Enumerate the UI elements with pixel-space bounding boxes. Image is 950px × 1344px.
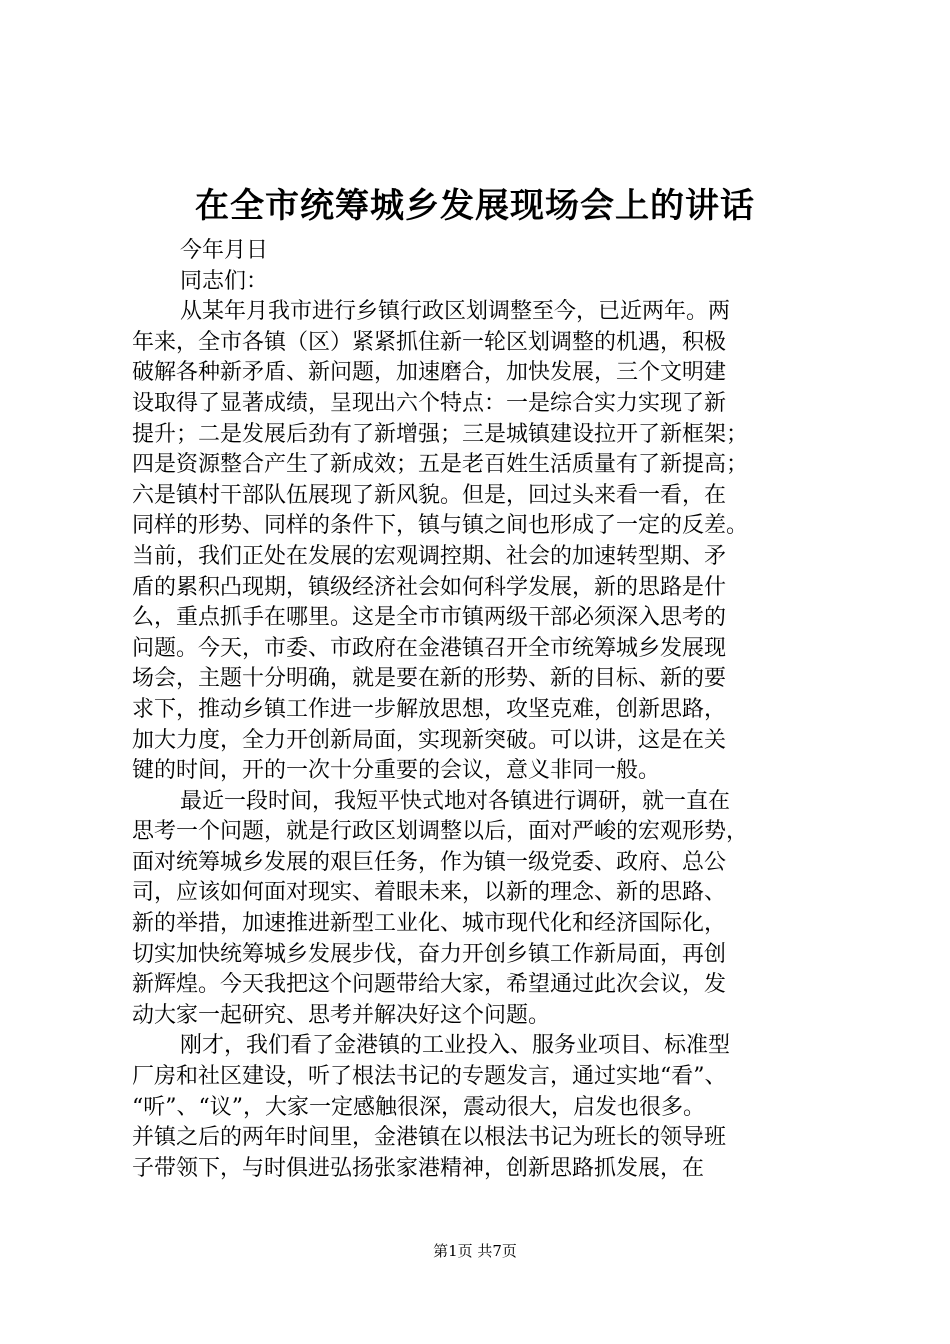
paragraph-line: 子带领下，与时俱进弘扬张家港精神，创新思路抓发展，在 (132, 1155, 705, 1181)
paragraph-line: 键的时间，开的一次十分重要的会议，意义非同一般。 (132, 758, 661, 784)
paragraph-line: 提升；二是发展后劲有了新增强；三是城镇建设拉开了新框架； (132, 421, 749, 447)
paragraph-line: 当前，我们正处在发展的宏观调控期、社会的加速转型期、矛 (132, 543, 727, 569)
paragraph-line: 面对统筹城乡发展的艰巨任务，作为镇一级党委、政府、总公 (132, 849, 727, 875)
paragraph-line: 切实加快统筹城乡发展步伐，奋力开创乡镇工作新局面，再创 (132, 941, 727, 967)
document-body (132, 236, 832, 1184)
paragraph-line: 求下，推动乡镇工作进一步解放思想，攻坚克难，创新思路， (132, 696, 727, 722)
paragraph-line: 厂房和社区建设，听了根法书记的专题发言，通过实地“看”、 (132, 1064, 727, 1090)
paragraph-line: 四是资源整合产生了新成效；五是老百姓生活质量有了新提高； (132, 452, 749, 478)
paragraph-line: 破解各种新矛盾、新问题，加速磨合，加快发展，三个文明建 (132, 360, 727, 386)
paragraph-line: 问题。今天，市委、市政府在金港镇召开全市统筹城乡发展现 (132, 635, 727, 661)
date-line: 今年月日 (180, 238, 269, 263)
document-title: 在全市统筹城乡发展现场会上的讲话 (195, 186, 755, 226)
paragraph-line: 场会，主题十分明确，就是要在新的形势、新的目标、新的要 (132, 666, 727, 692)
paragraph-line: 最近一段时间，我短平快式地对各镇进行调研，就一直在 (180, 788, 731, 814)
paragraph-line: 设取得了显著成绩，呈现出六个特点：一是综合实力实现了新 (132, 390, 727, 416)
paragraph-line: 并镇之后的两年时间里，金港镇在以根法书记为班长的领导班 (132, 1125, 727, 1151)
paragraph-line: 同样的形势、同样的条件下，镇与镇之间也形成了一定的反差。 (132, 513, 749, 539)
paragraph-line: 年来，全市各镇（区）紧紧抓住新一轮区划调整的机遇，积极 (132, 329, 727, 355)
paragraph-line: 从某年月我市进行乡镇行政区划调整至今，已近两年。两 (180, 299, 731, 325)
paragraph-line: “听”、“议”，大家一定感触很深，震动很大，启发也很多。 (132, 1094, 705, 1120)
paragraph-line: 动大家一起研究、思考并解决好这个问题。 (132, 1002, 551, 1028)
paragraph-line: 思考一个问题，就是行政区划调整以后，面对严峻的宏观形势， (132, 819, 749, 845)
paragraph-line: 么，重点抓手在哪里。这是全市市镇两级干部必须深入思考的 (132, 605, 727, 631)
paragraph-line: 六是镇村干部队伍展现了新风貌。但是，回过头来看一看，在 (132, 482, 727, 508)
page-number-footer: 第1页 共7页 (433, 1242, 517, 1260)
paragraph-line: 盾的累积凸现期，镇级经济社会如何科学发展，新的思路是什 (132, 574, 727, 600)
paragraph-line: 司，应该如何面对现实、着眼未来，以新的理念、新的思路、 (132, 880, 727, 906)
paragraph-line: 刚才，我们看了金港镇的工业投入、服务业项目、标准型 (180, 1033, 731, 1059)
salutation: 同志们： (180, 268, 269, 294)
paragraph-line: 加大力度，全力开创新局面，实现新突破。可以讲，这是在关 (132, 727, 727, 753)
paragraph-line: 新辉煌。今天我把这个问题带给大家，希望通过此次会议，发 (132, 972, 727, 998)
paragraph-line: 新的举措，加速推进新型工业化、城市现代化和经济国际化， (132, 911, 727, 937)
